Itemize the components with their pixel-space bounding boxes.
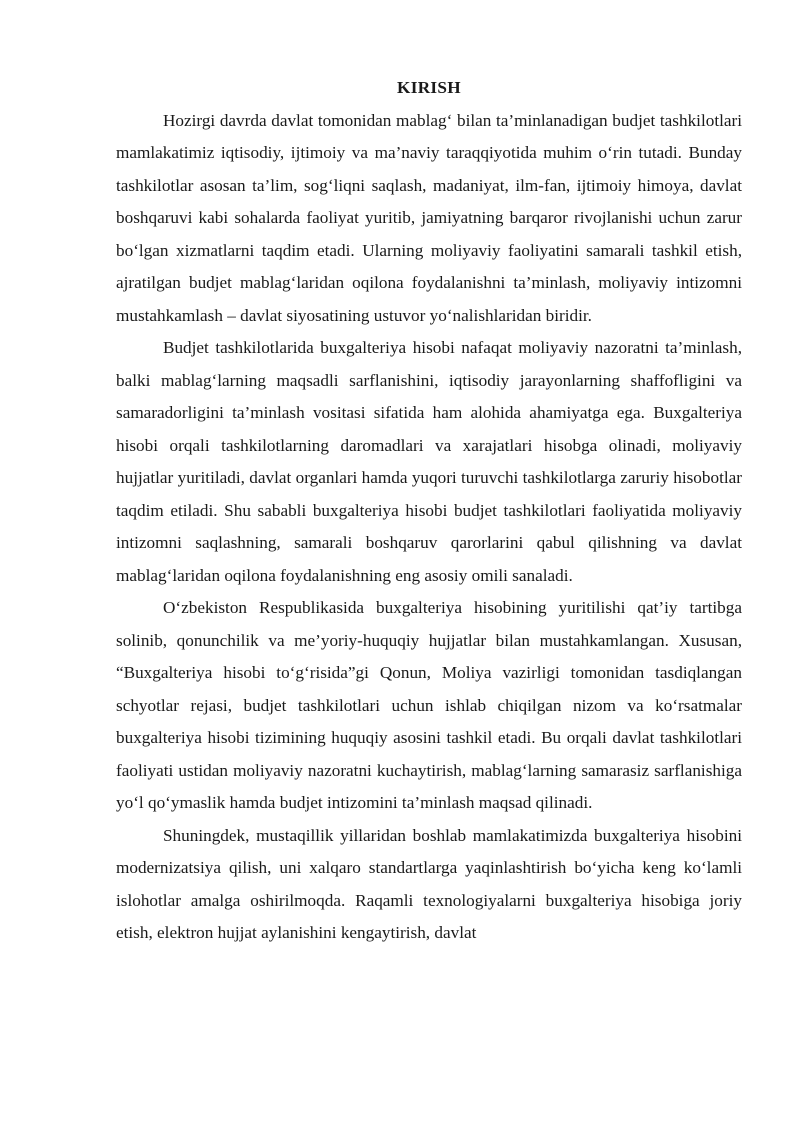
document-title: KIRISH: [397, 78, 461, 97]
paragraph-4: Shuningdek, mustaqillik yillaridan boshlab mamlakatimizda buxgalteriya hisobini modernizatsiya qilish, uni xalqaro standartlarga yaqinlashtirish bo‘yicha keng ko‘lamli islohotlar amalga oshirilmoqda. Raqamli texnologiyalarni buxgalteriya hisobiga joriy etish, elektron hujjat aylanishini kengaytirish, davlat: [116, 825, 742, 942]
document-page: [116, 72, 742, 950]
paragraph-2: Budjet tashkilotlarida buxgalteriya hisobi nafaqat moliyaviy nazoratni ta’minlash, balki mablag‘larning maqsadli sarflanishini, iqtisodiy jarayonlarning shaffofligini va samaradorligini ta’minlash vositasi sifatida ham alohida ahamiyatga ega. Buxgalteriya hisobi orqali tashkilotlarning daromadlari va xarajatlari hisobga olinadi, moliyaviy hujjatlar yuritiladi, davlat organlari hamda yuqori turuvchi tashkilotlarga zaruriy hisobotlar taqdim etiladi. Shu sababli buxgalteriya hisobi budjet tashkilotlari faoliyatida moliyaviy intizomni saqlashning, samarali boshqaruv qarorlarini qabul qilishning va davlat mablag‘laridan oqilona foydalanishning eng asosiy omili sanaladi.: [116, 338, 742, 585]
paragraph-3: O‘zbekiston Respublikasida buxgalteriya hisobining yuritilishi qat’iy tartibga solinib, qonunchilik va me’yoriy-huquqiy hujjatlar bilan mustahkamlangan. Xususan, “Buxgalteriya hisobi to‘g‘risida”gi Qonun, Moliya vazirligi tomonidan tasdiqlangan schyotlar rejasi, budjet tashkilotlari uchun ishlab chiqilgan nizom va ko‘rsatmalar buxgalteriya hisobi tizimining huquqiy asosini tashkil etadi. Bu orqali davlat tashkilotlari faoliyati ustidan moliyaviy nazoratni kuchaytirish, mablag‘larning samarasiz sarflanishiga yo‘l qo‘ymaslik hamda budjet intizomini ta’minlash maqsad qilinadi.: [116, 598, 742, 812]
paragraph-1: Hozirgi davrda davlat tomonidan mablag‘ bilan ta’minlanadigan budjet tashkilotlari mamlakatimiz iqtisodiy, ijtimoiy va ma’naviy taraqqiyotida muhim o‘rin tutadi. Bunday tashkilotlar asosan ta’lim, sog‘liqni saqlash, madaniyat, ilm-fan, ijtimoiy himoya, davlat boshqaruvi kabi sohalarda faoliyat yuritib, jamiyatning barqaror rivojlanishi uchun zarur bo‘lgan xizmatlarni taqdim etadi. Ularning moliyaviy faoliyatini samarali tashkil etish, ajratilgan budjet mablag‘laridan oqilona foydalanishni ta’minlash, moliyaviy intizomni mustahkamlash – davlat siyosatining ustuvor yo‘nalishlaridan biridir.: [116, 110, 742, 325]
